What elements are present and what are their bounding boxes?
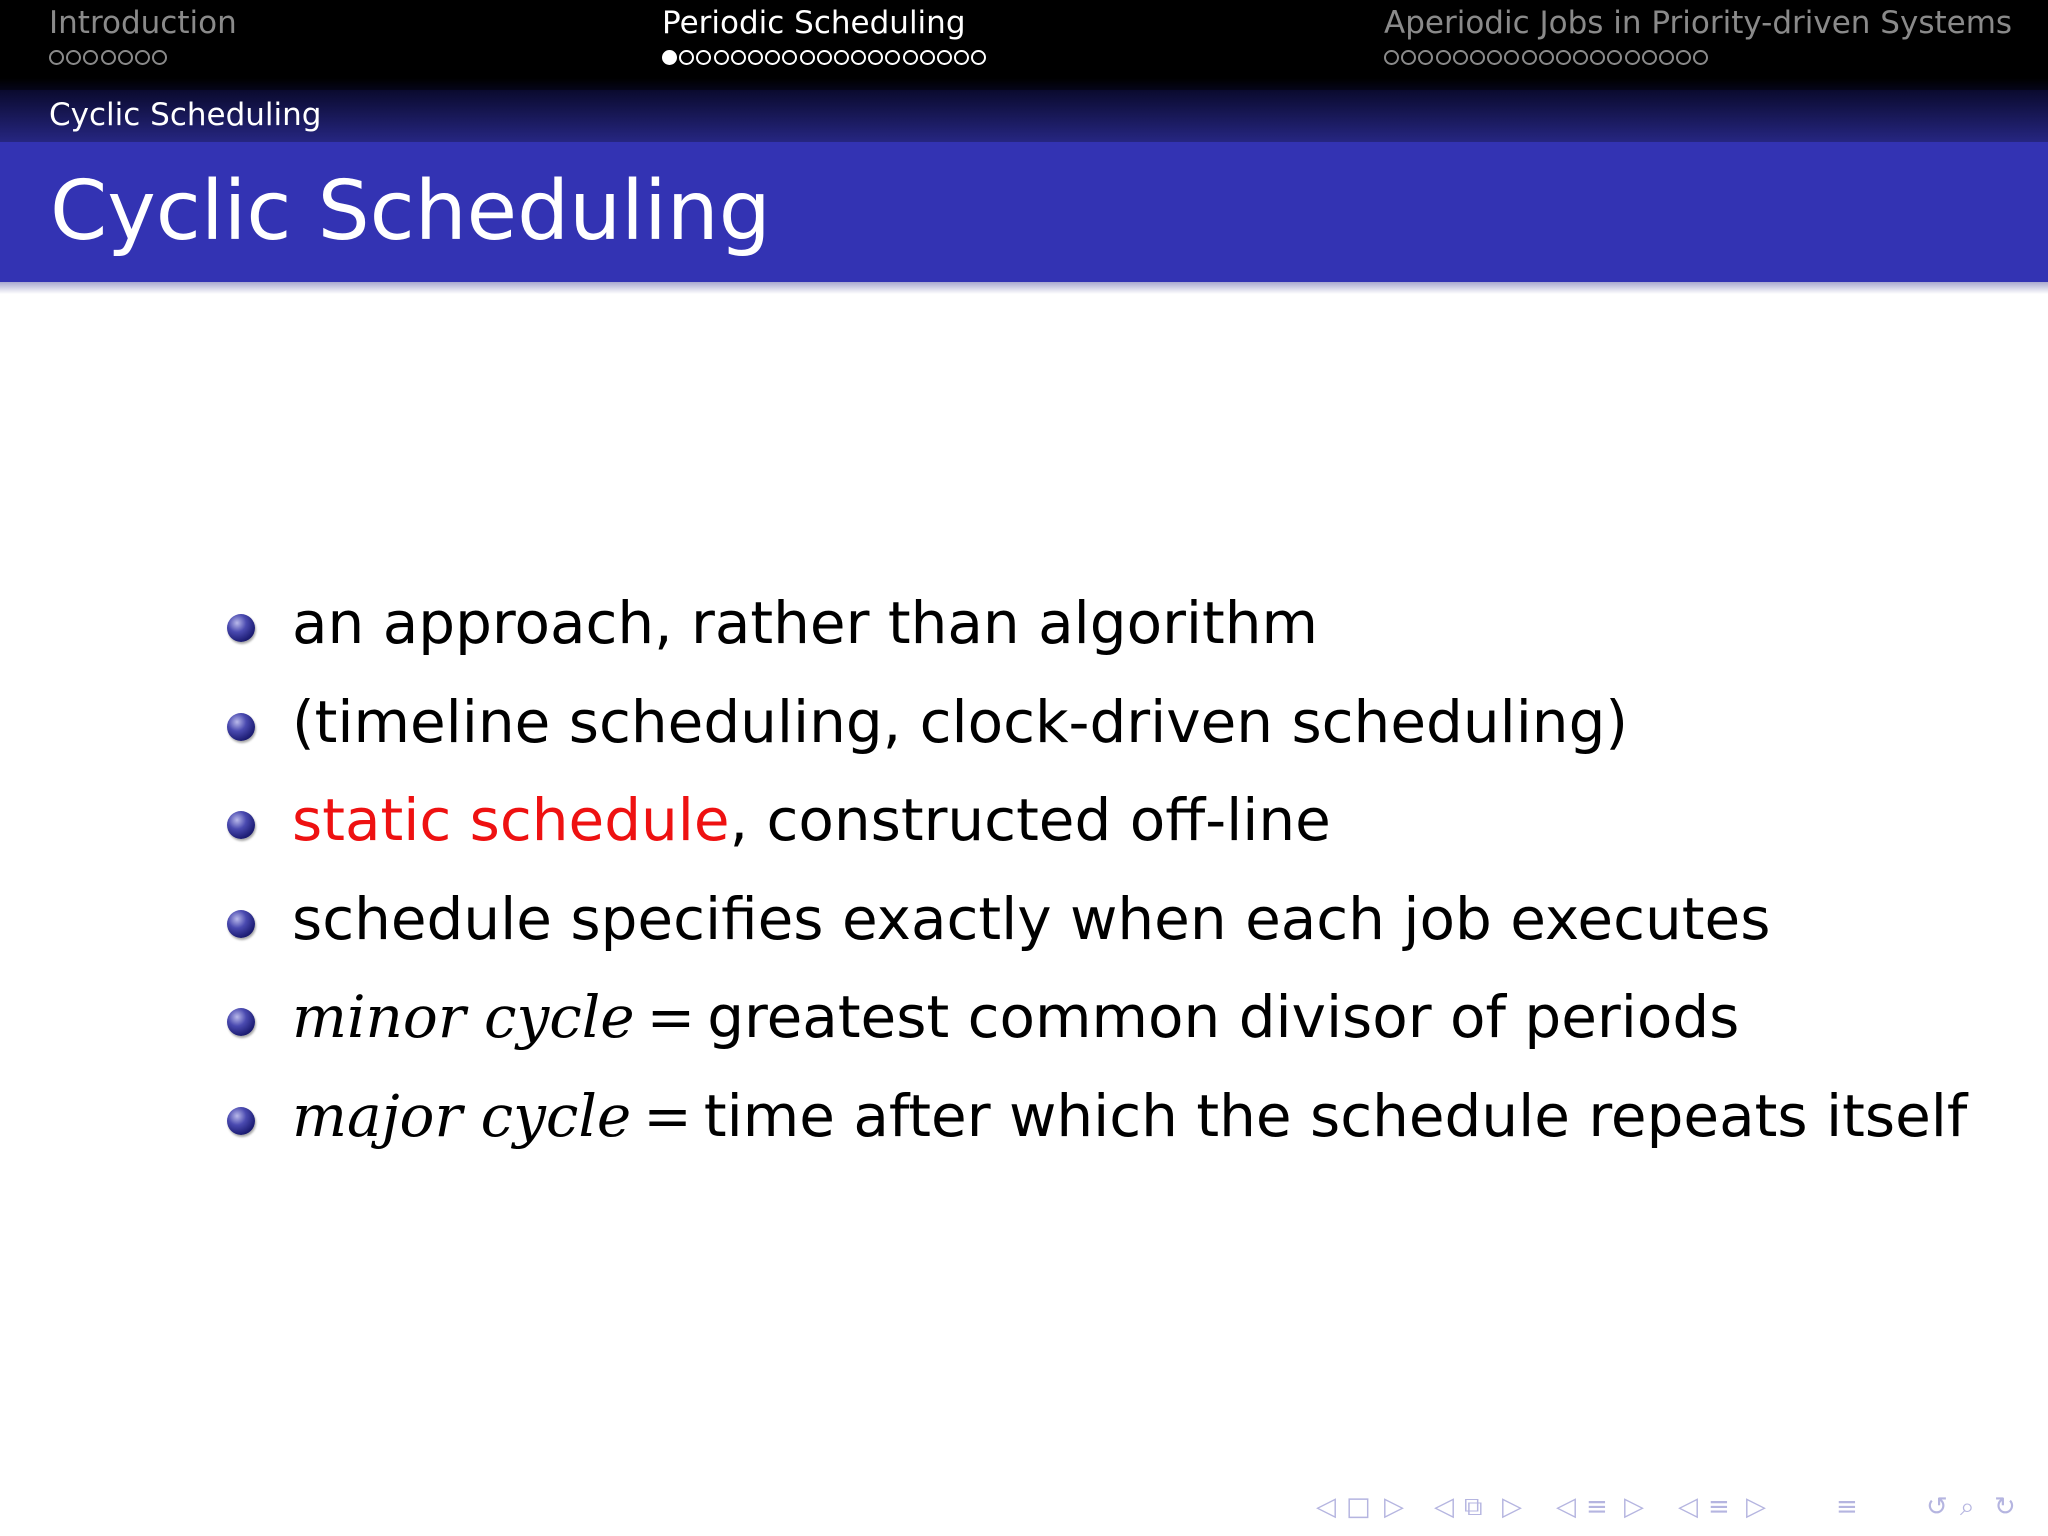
frame-dot-icon[interactable] (1607, 50, 1622, 65)
nav-section-title[interactable]: Aperiodic Jobs in Priority-driven Systems (1384, 5, 2013, 41)
frame-dot-icon[interactable] (66, 50, 81, 65)
frame-dot-icon[interactable] (1453, 50, 1468, 65)
bullet-text: (timeline scheduling, clock-driven scheduling) (292, 687, 1629, 756)
frame-dot-icon[interactable] (152, 50, 167, 65)
frame-dot-icon[interactable] (1539, 50, 1554, 65)
nav-section-title[interactable]: Periodic Scheduling (662, 5, 966, 41)
nav-section-periodic-scheduling[interactable] (662, 4, 989, 88)
highlighted-term: static schedule (292, 786, 730, 855)
bullet-ball-icon (227, 1107, 255, 1135)
bullet-ball-icon (227, 614, 255, 642)
bullet-text: an approach, rather than algorithm (292, 589, 1319, 657)
frame-dot-icon[interactable] (1676, 50, 1691, 65)
frame-dot-icon[interactable] (118, 50, 133, 65)
bullet-text: schedule specifies exactly when each job executes (292, 884, 1771, 953)
nav-frame-dots (662, 50, 989, 65)
search-icon[interactable]: ⌕ (1960, 1492, 1975, 1522)
frame-dot-icon[interactable] (1436, 50, 1451, 65)
frame-dot-icon[interactable] (1642, 50, 1657, 65)
term-definition: greatest common divisor of periods (707, 983, 1740, 1052)
frame-dot-icon[interactable] (714, 50, 729, 65)
equals-sign: = (646, 983, 696, 1052)
section-navigation-bar (0, 0, 2048, 90)
next-presentation-arrow-icon[interactable]: ▷ (1746, 1492, 1766, 1522)
bullet-ball-icon (227, 713, 255, 741)
frame-dot-icon[interactable] (903, 50, 918, 65)
prev-presentation-arrow-icon[interactable]: ◁ (1678, 1492, 1698, 1522)
prev-frame-arrow-icon[interactable]: ◁ (1316, 1492, 1336, 1522)
nav-section-aperiodic-jobs[interactable] (1384, 4, 2012, 88)
frame-dot-icon[interactable] (662, 50, 677, 65)
frame-title-bar (0, 142, 2048, 282)
frame-dot-icon[interactable] (1487, 50, 1502, 65)
forward-icon[interactable]: ↻ (1994, 1492, 2016, 1522)
frame-icon[interactable]: □ (1346, 1492, 1371, 1522)
section-icon[interactable]: ≡ (1586, 1492, 1608, 1522)
prev-subsection-arrow-icon[interactable]: ◁ (1434, 1492, 1454, 1522)
frame-dot-icon[interactable] (49, 50, 64, 65)
frame-dot-icon[interactable] (1693, 50, 1708, 65)
nav-frame-dots (49, 50, 237, 65)
next-subsection-arrow-icon[interactable]: ▷ (1502, 1492, 1522, 1522)
frame-dot-icon[interactable] (800, 50, 815, 65)
frame-dot-icon[interactable] (135, 50, 150, 65)
frame-dot-icon[interactable] (765, 50, 780, 65)
frame-dot-icon[interactable] (937, 50, 952, 65)
frame-dot-icon[interactable] (851, 50, 866, 65)
frame-dot-icon[interactable] (971, 50, 986, 65)
appendix-icon[interactable]: ≡ (1836, 1492, 1858, 1522)
frame-dot-icon[interactable] (1470, 50, 1485, 65)
frame-dot-icon[interactable] (1504, 50, 1519, 65)
bullet-text (292, 1067, 1967, 1166)
frame-dot-icon[interactable] (1659, 50, 1674, 65)
frame-dot-icon[interactable] (1590, 50, 1605, 65)
beamer-navigation-symbols (1316, 1490, 2030, 1524)
frame-dot-icon[interactable] (83, 50, 98, 65)
frame-dot-icon[interactable] (1418, 50, 1433, 65)
term-definition: time after which the schedule repeats itself (703, 1081, 1968, 1150)
frame-dot-icon[interactable] (817, 50, 832, 65)
nav-section-title[interactable]: Introduction (49, 5, 237, 41)
nav-section-introduction[interactable] (49, 4, 237, 88)
frame-dot-icon[interactable] (1556, 50, 1571, 65)
frame-dot-icon[interactable] (885, 50, 900, 65)
frame-dot-icon[interactable] (954, 50, 969, 65)
defined-term: minor cycle (292, 983, 635, 1052)
subsection-icon[interactable]: ⧉ (1464, 1492, 1483, 1522)
subsection-bar (0, 90, 2048, 142)
nav-frame-dots (1384, 50, 2012, 65)
frame-dot-icon[interactable] (1573, 50, 1588, 65)
presentation-icon[interactable]: ≡ (1708, 1492, 1730, 1522)
frame-dot-icon[interactable] (101, 50, 116, 65)
frame-dot-icon[interactable] (834, 50, 849, 65)
bullet-ball-icon (227, 1008, 255, 1036)
frame-dot-icon[interactable] (696, 50, 711, 65)
frame-dot-icon[interactable] (748, 50, 763, 65)
frame-dot-icon[interactable] (731, 50, 746, 65)
subsection-title[interactable]: Cyclic Scheduling (49, 97, 322, 133)
frame-title: Cyclic Scheduling (50, 164, 771, 259)
prev-section-arrow-icon[interactable]: ◁ (1556, 1492, 1576, 1522)
defined-term: major cycle (292, 1081, 632, 1150)
bullet-ball-icon (227, 811, 255, 839)
frame-dot-icon[interactable] (1625, 50, 1640, 65)
frame-dot-icon[interactable] (1401, 50, 1416, 65)
equals-sign: = (643, 1081, 692, 1150)
title-bar-shadow (0, 282, 2048, 294)
next-section-arrow-icon[interactable]: ▷ (1624, 1492, 1644, 1522)
frame-dot-icon[interactable] (868, 50, 883, 65)
frame-dot-icon[interactable] (782, 50, 797, 65)
bullet-ball-icon (227, 910, 255, 938)
bullet-text (292, 968, 1739, 1067)
frame-dot-icon[interactable] (679, 50, 694, 65)
frame-dot-icon[interactable] (920, 50, 935, 65)
back-icon[interactable]: ↺ (1926, 1492, 1948, 1522)
next-frame-arrow-icon[interactable]: ▷ (1384, 1492, 1404, 1522)
frame-dot-icon[interactable] (1384, 50, 1399, 65)
bullet-text (292, 771, 1331, 870)
frame-dot-icon[interactable] (1522, 50, 1537, 65)
bullet-rest-text: , constructed off-line (729, 786, 1331, 855)
